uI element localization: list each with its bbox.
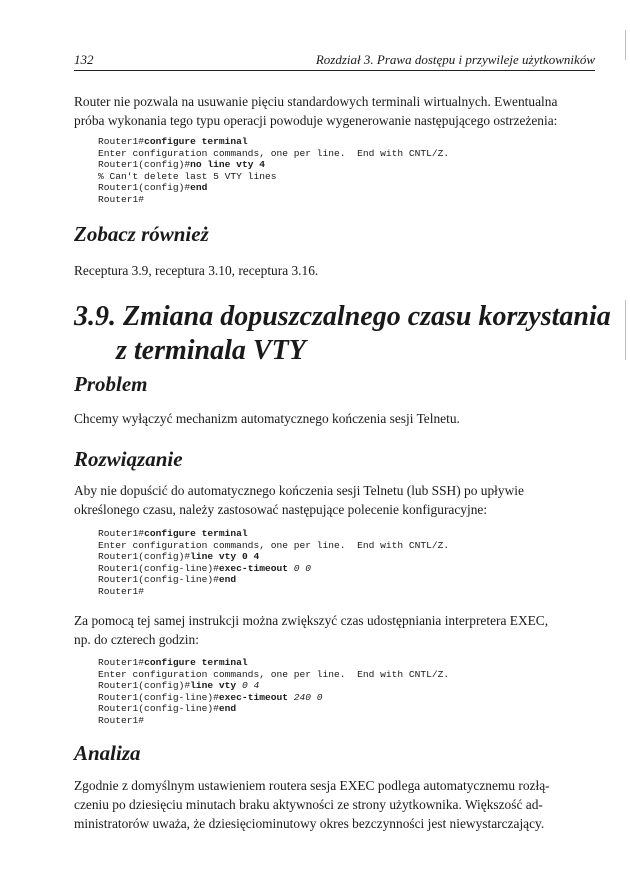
text-line: określonego czasu, należy zastosować następujące polecenie konfiguracyjne: xyxy=(74,502,488,517)
code-line xyxy=(98,692,578,704)
problem-text xyxy=(74,409,595,428)
code-prompt: Router1# xyxy=(98,714,145,726)
see-also-text xyxy=(74,261,595,280)
chapter-title: Rozdział 3. Prawa dostępu i przywileje użytkowników xyxy=(315,52,595,67)
code-command: line vty 0 4 xyxy=(190,551,260,563)
section-title xyxy=(74,300,611,368)
page-edge-mark xyxy=(625,300,626,360)
code-command: end xyxy=(218,703,237,715)
code-line xyxy=(98,148,578,160)
code-line xyxy=(98,194,578,206)
code-prompt: Router1(config)# xyxy=(98,182,191,194)
code-prompt: Router1(config-line)# xyxy=(98,691,219,703)
code-line xyxy=(98,574,578,586)
code-command: no line vty 4 xyxy=(190,159,265,171)
code-line xyxy=(98,182,578,194)
code-argument: 0 4 xyxy=(236,680,260,692)
code-line xyxy=(98,657,578,669)
code-line xyxy=(98,563,578,575)
solution-heading: Rozwiązanie xyxy=(74,447,183,471)
section-title-line: z terminala VTY xyxy=(116,335,306,366)
code-prompt: % Can't delete last 5 VTY lines xyxy=(98,170,277,182)
code-prompt: Router1# xyxy=(98,528,145,539)
page-edge-mark xyxy=(625,30,626,60)
text-line: Receptura 3.9, receptura 3.10, receptura 3.16. xyxy=(74,263,319,278)
code-line xyxy=(98,715,578,727)
code-line xyxy=(98,680,578,692)
text-line: czeniu po dziesięciu minutach braku aktywności ze strony użytkownika. Większość ad- xyxy=(74,797,543,812)
code-prompt: Router1# xyxy=(98,657,145,668)
code-prompt: Router1# xyxy=(98,193,145,205)
code-prompt: Router1(config-line)# xyxy=(98,703,219,715)
code-command: configure terminal xyxy=(144,657,248,668)
text-line: próba wykonania tego typu operacji powoduje wygenerowanie następującego ostrzeżenia: xyxy=(74,113,558,128)
code-command: configure terminal xyxy=(144,528,248,539)
analysis-heading: Analiza xyxy=(74,741,141,765)
text-line: Chcemy wyłączyć mechanizm automatycznego kończenia sesji Telnetu. xyxy=(74,411,460,426)
code-block-3 xyxy=(98,657,578,727)
code-argument: 0 0 xyxy=(288,562,312,574)
page-number: 132 xyxy=(74,52,94,67)
running-header xyxy=(74,48,595,71)
text-line: np. do czterech godzin: xyxy=(74,632,199,647)
section-title-line: 3.9. Zmiana dopuszczalnego czasu korzystania xyxy=(74,301,611,332)
text-line: Za pomocą tej samej instrukcji można zwiększyć czas udostępniania interpretera EXEC, xyxy=(74,613,549,628)
code-command: end xyxy=(190,182,208,194)
see-also-heading: Zobacz również xyxy=(74,222,209,246)
code-line xyxy=(98,171,578,183)
code-line xyxy=(98,528,578,540)
code-prompt: Router1(config)# xyxy=(98,680,191,692)
code-prompt: Router1(config-line)# xyxy=(98,574,219,586)
text-line: ministratorów uważa, że dziesięciominutowy okres bezczynności jest niewystarczający. xyxy=(74,816,545,831)
code-block-2 xyxy=(98,528,578,598)
code-block-1 xyxy=(98,136,578,206)
code-command: end xyxy=(218,574,237,586)
code-command: line vty xyxy=(190,680,237,692)
code-line xyxy=(98,159,578,171)
code-line xyxy=(98,669,578,681)
code-prompt: Enter configuration commands, one per line. End with CNTL/Z. xyxy=(98,539,450,551)
code-command: exec-timeout xyxy=(218,691,288,703)
solution-text xyxy=(74,481,595,519)
text-line: Aby nie dopuścić do automatycznego kończenia sesji Telnetu (lub SSH) po upływie xyxy=(74,483,524,498)
code-line xyxy=(98,703,578,715)
code-argument: 240 0 xyxy=(288,691,323,703)
code-prompt: Router1(config)# xyxy=(98,551,191,563)
code-prompt: Router1(config-line)# xyxy=(98,562,219,574)
code-line xyxy=(98,586,578,598)
code-prompt: Enter configuration commands, one per line. End with CNTL/Z. xyxy=(98,147,450,159)
intro-paragraph xyxy=(74,92,595,130)
code-prompt: Router1# xyxy=(98,585,145,597)
text-line: Zgodnie z domyślnym ustawieniem routera sesja EXEC podlega automatycznemu rozłą- xyxy=(74,778,550,793)
middle-paragraph xyxy=(74,611,595,649)
code-line xyxy=(98,551,578,563)
code-prompt: Router1# xyxy=(98,136,145,147)
code-command: configure terminal xyxy=(144,136,248,147)
code-line xyxy=(98,136,578,148)
code-prompt: Enter configuration commands, one per line. End with CNTL/Z. xyxy=(98,668,450,680)
text-line: Router nie pozwala na usuwanie pięciu standardowych terminali wirtualnych. Ewentualna xyxy=(74,94,558,109)
code-prompt: Router1(config)# xyxy=(98,159,191,171)
code-line xyxy=(98,540,578,552)
code-command: exec-timeout xyxy=(218,562,288,574)
problem-heading: Problem xyxy=(74,372,148,396)
analysis-text xyxy=(74,776,595,833)
